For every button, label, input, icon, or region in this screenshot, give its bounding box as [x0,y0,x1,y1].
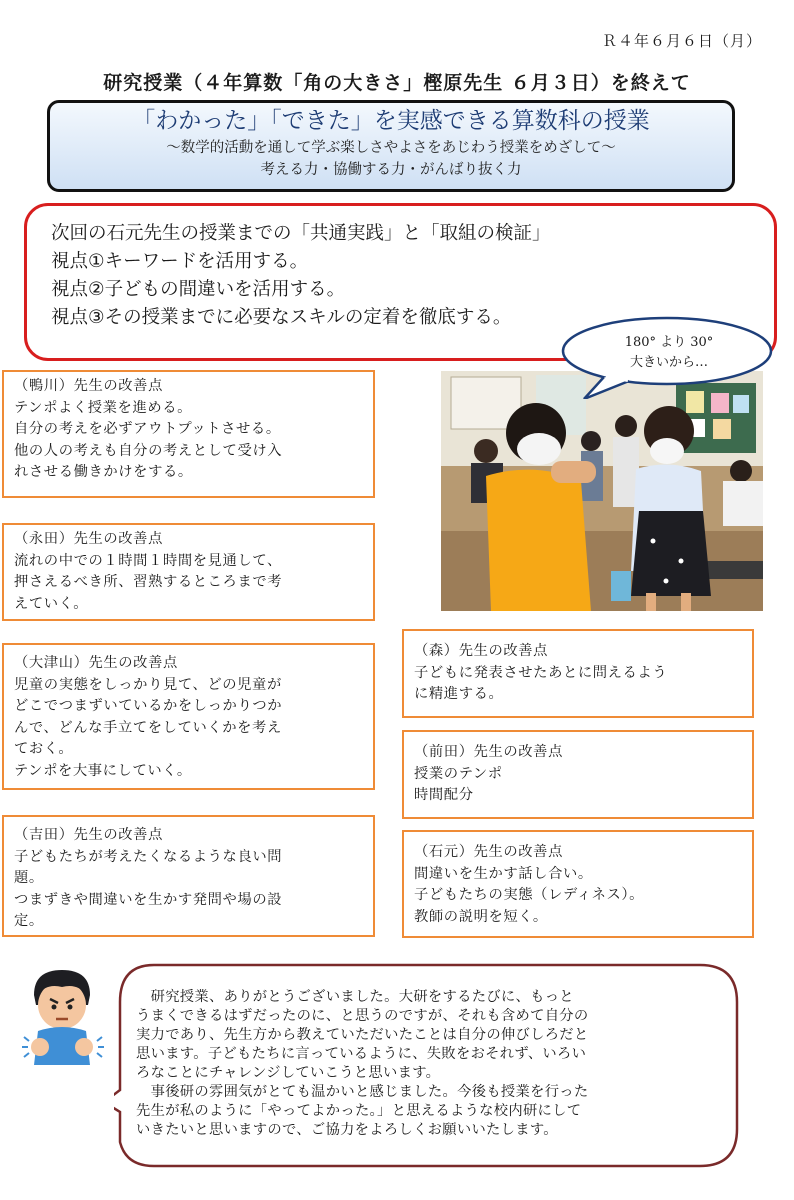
card-line: テンポよく授業を進める。 [14,399,193,416]
message-line: 実力であり、先生方から教えていただいたことは自分の伸びしろだと [136,1027,589,1043]
teacher-fist-icon [20,965,106,1065]
feedback-card-nagata [2,523,375,621]
card-line: つまずきや間違いを生かす発問や場の設 [14,891,283,908]
message-line: 事後研の雰囲気がとても温かいと感じました。今後も授業を行った [136,1084,589,1100]
classroom-photo-illustration [441,371,763,611]
card-line: 他の人の考えも自分の考えとして受け入 [14,442,283,459]
focus-point-1: 視点①キーワードを活用する。 [51,251,309,272]
teacher-message-bubble [114,962,740,1169]
feedback-card-mori [402,629,754,718]
card-line: に精進する。 [414,686,504,702]
feedback-card-otsuyama [2,643,375,790]
card-line: 押さえるべき所、習熟するところまで考 [14,574,283,590]
card-line: 教師の説明を短く。 [414,908,548,925]
card-title: （鴨川）先生の改善点 [14,378,163,394]
feedback-card-kamogawa [2,370,375,498]
card-line: 間違いを生かす話し合い。 [414,865,593,882]
card-title: （森）先生の改善点 [414,643,549,659]
focus-point-2: 視点②子どもの間違いを活用する。 [51,279,346,300]
card-title: （吉田）先生の改善点 [14,827,163,843]
speech-line-2: 大きいから… [629,355,708,370]
feedback-card-ishimoto [402,830,754,938]
card-line: 児童の実態をしっかり見て、どの児童が [14,676,282,693]
card-line: 定。 [14,913,44,929]
card-title: （大津山）先生の改善点 [14,655,178,671]
card-line: れさせる働きかけをする。 [14,464,193,480]
card-line: ておく。 [14,741,74,757]
card-line: テンポを大事にしていく。 [14,762,192,779]
speech-line-1: 180° より 30° [624,335,714,350]
card-line: 時間配分 [414,787,474,803]
card-line: どこでつまずいているかをしっかりつか [14,698,283,714]
card-line: 自分の考えを必ずアウトプットさせる。 [14,421,281,437]
card-title: （前田）先生の改善点 [414,744,563,760]
focus-intro: 次回の石元先生の授業までの「共通実践」と「取組の検証」 [51,223,551,244]
message-line: うまくできるはずだったのに、と思うのですが、それも含めて自分の [136,1008,589,1024]
card-line: 流れの中での１時間１時間を見通して、 [14,552,282,569]
card-line: えていく。 [14,595,89,612]
student-speech-bubble [549,315,775,399]
card-title: （永田）先生の改善点 [14,531,163,547]
theme-abilities: 考える力・協働する力・がんばり抜く力 [260,162,522,178]
card-line: 子どもに発表させたあとに問えるよう [414,664,668,681]
theme-title: 「わかった」「できた」を実感できる算数科の授業 [132,108,650,134]
message-line: 研究授業、ありがとうございました。大研をするたびに、もっと [136,989,574,1005]
focus-point-3: 視点③その授業までに必要なスキルの定着を徹底する。 [51,307,512,328]
card-line: 子どもたちの実態（レディネス）。 [414,887,645,903]
research-theme-box [47,100,735,192]
card-line: 授業のテンポ [414,765,503,782]
card-title: （石元）先生の改善点 [414,844,563,860]
feedback-card-yoshida [2,815,375,937]
message-line: 先生が私のように「やってよかった。」と思えるような校内研にして [136,1103,582,1119]
message-line: 思います。子どもたちに言っているように、失敗をおそれず、いろい [136,1046,587,1062]
classroom-photo [441,371,763,611]
message-line: ろなことにチャレンジしていこうと思います。 [136,1065,441,1081]
message-line: いきたいと思いますので、ご協力をよろしくお願いいたします。 [136,1122,558,1138]
issue-date: Ｒ４年６月６日（月） [601,32,762,50]
page-headline: 研究授業（４年算数「角の大きさ」樫原先生 ６月３日）を終えて [103,72,691,94]
card-line: 題。 [14,870,44,886]
theme-subtitle: 〜数学的活動を通して学ぶ楽しさやよさをあじわう授業をめざして〜 [166,140,616,156]
card-line: んで、どんな手立てをしていくかを考え [14,719,282,736]
card-line: 子どもたちが考えたくなるような良い問 [14,848,283,865]
feedback-card-maeda [402,730,754,819]
